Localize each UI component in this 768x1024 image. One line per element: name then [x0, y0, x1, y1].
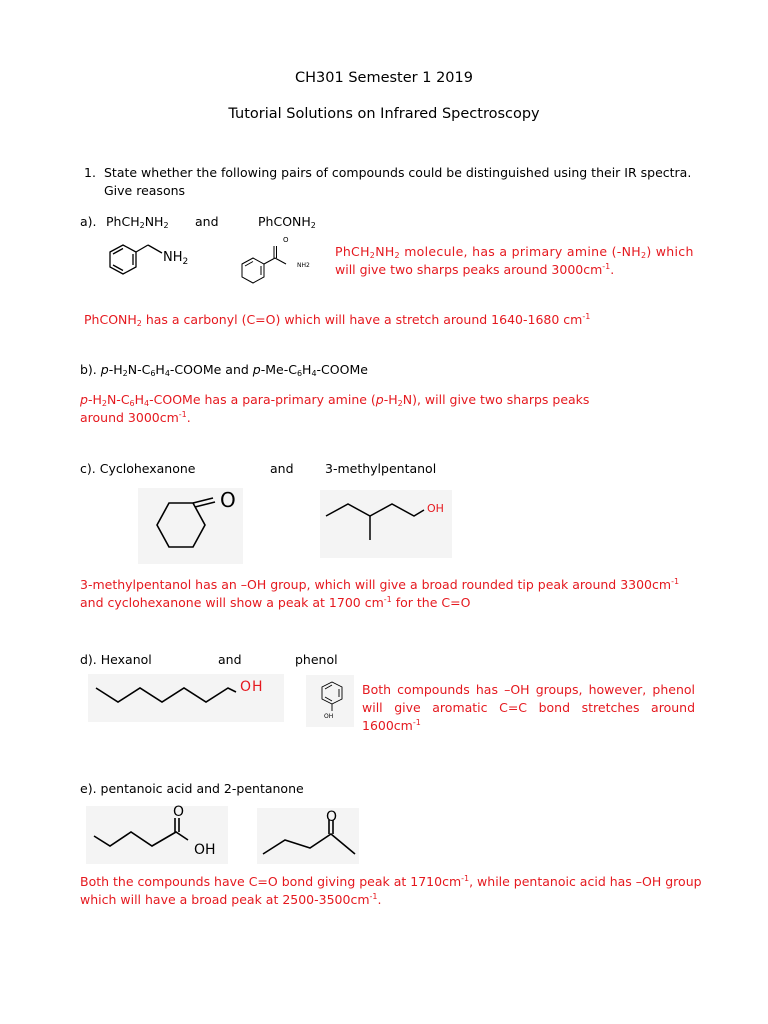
benzylamine-nh2-label: $NH_2$ — [163, 250, 189, 267]
part-d-question: d). Hexanol — [80, 652, 152, 667]
hexanol-oh-label: OH — [240, 679, 264, 695]
benzamide-o-label: O — [283, 236, 289, 244]
part-c-answer-line2: and cyclohexanone will show a peak at 1700 $cm^{-1}$ for the C=O — [80, 595, 471, 610]
part-a-label: a). — [80, 214, 97, 229]
part-a-and: and — [195, 214, 219, 229]
pentanone-structure — [257, 808, 362, 866]
part-e-question: e). pentanoic acid and 2-pentanone — [80, 781, 304, 796]
benzylamine-structure — [96, 240, 206, 290]
part-b-answer-line1: $p-H_2N-C_6H_4$-COOMe has a para-primary amine $(p-H_2N)$, will give two sharps peaks — [80, 392, 590, 408]
part-c-compound2: 3-methylpentanol — [325, 461, 437, 476]
part-d-and: and — [218, 652, 242, 667]
methylpentanol-oh-label: OH — [427, 502, 444, 515]
pentanoic-acid-oh-label: OH — [194, 842, 216, 858]
part-a-answer-line1: $PhCH_2NH_2$ molecule, has a primary amine $(-NH_2)$ which — [335, 244, 694, 260]
part-c-and: and — [270, 461, 294, 476]
part-b-answer-line2: around $3000cm^{-1}$. — [80, 410, 191, 425]
part-e-answer-line1: Both the compounds have C=O bond giving peak at $1710cm^{-1}$, while pentanoic acid has –OH group — [80, 874, 702, 889]
pentanone-o-label: O — [326, 809, 338, 825]
part-d-compound2: phenol — [295, 652, 338, 667]
question-text-line2: Give reasons — [104, 183, 186, 198]
question-number: 1. — [84, 165, 96, 180]
question-text-line1: State whether the following pairs of compounds could be distinguished using their IR spectra. — [104, 165, 692, 180]
cyclohexanone-o-label: O — [220, 488, 236, 512]
part-e-answer-line2: which will have a broad peak at $2500-3500cm^{-1}$. — [80, 892, 382, 907]
phenol-oh-label: OH — [324, 713, 334, 720]
pentanoic-acid-o-label: O — [173, 804, 185, 820]
part-b-question: b). $p-H_2N-C_6H_4$-COOMe and $p-Me-C_6H_4$-COOMe — [80, 362, 368, 378]
part-a-compound2: PhCONH$_2$ — [258, 214, 316, 230]
methylpentanol-structure — [320, 490, 455, 560]
part-c-question: c). Cyclohexanone — [80, 461, 196, 476]
document-subtitle: Tutorial Solutions on Infrared Spectroscopy — [228, 106, 540, 122]
part-d-answer: Both compounds has –OH groups, however, phenol will give aromatic C=C bond stretches around $1600cm^{-1}$ — [362, 682, 695, 733]
part-a-compound1: $PhCH_2NH_2$ — [106, 214, 169, 230]
document-title: CH301 Semester 1 2019 — [295, 70, 473, 86]
benzamide-nh2-label: NH2 — [297, 262, 310, 269]
part-c-answer-line1: 3-methylpentanol has an –OH group, which will give a broad rounded tip peak around $3300cm^{-1}$ — [80, 577, 680, 592]
part-a-answer-line2: will give two sharps peaks around $3000cm^{-1}$. — [335, 262, 615, 277]
part-a-answer2: PhCONH$_2$ has a carbonyl (C=O) which will have a stretch around 1640-1680 $cm^{-1}$ — [84, 312, 591, 328]
phenol-structure — [306, 675, 356, 730]
